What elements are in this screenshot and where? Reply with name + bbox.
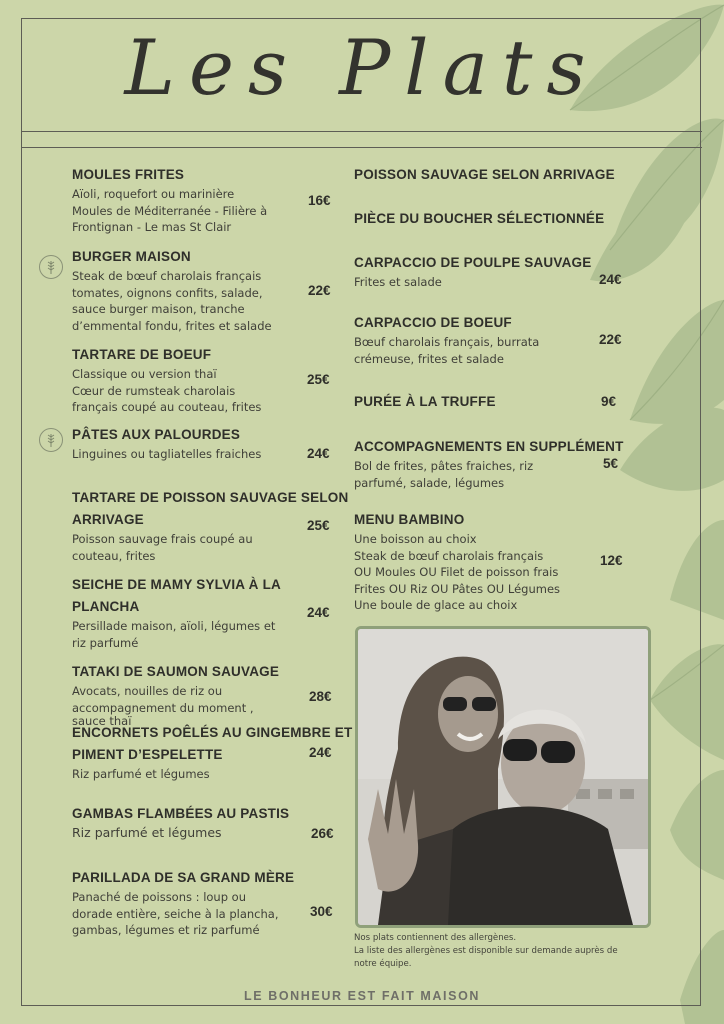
- item-desc: Steak de bœuf charolais français: [354, 548, 544, 563]
- wheat-icon: [39, 428, 63, 452]
- item-desc: Panaché de poissons : loup ou: [72, 890, 246, 904]
- item-desc: d’emmental fondu, frites et salade: [72, 318, 272, 333]
- item-price: 24€: [307, 605, 330, 620]
- wheat-icon: [39, 255, 63, 279]
- item-desc: Avocats, nouilles de riz ou: [72, 684, 223, 698]
- item-name: PÂTES AUX PALOURDES: [72, 427, 241, 442]
- item-price: 25€: [307, 518, 330, 533]
- item-name: TARTARE DE BOEUF: [72, 347, 212, 362]
- menu-item-menu-bambino: [354, 509, 560, 614]
- item-name: POISSON SAUVAGE SELON ARRIVAGE: [354, 167, 615, 182]
- item-name: CARPACCIO DE POULPE SAUVAGE: [354, 255, 592, 270]
- item-desc: tomates, oignons confits, salade,: [72, 285, 263, 300]
- menu-item-moules-frites: [72, 164, 267, 236]
- item-desc: Une boule de glace au choix: [354, 598, 518, 612]
- menu-item-accompagnements: [354, 436, 624, 491]
- item-price: 22€: [308, 283, 331, 298]
- footer-tagline: LE BONHEUR EST FAIT MAISON: [243, 989, 481, 1003]
- item-name: MOULES FRITES: [72, 167, 185, 182]
- item-name: ACCOMPAGNEMENTS EN SUPPLÉMENT: [354, 439, 624, 454]
- item-price: 30€: [310, 904, 333, 919]
- item-desc: Steak de bœuf charolais français: [72, 269, 262, 283]
- item-name: PARILLADA DE SA GRAND MÈRE: [72, 870, 295, 885]
- menu-item-piece-du-boucher: [354, 208, 604, 230]
- item-price: 16€: [308, 193, 331, 208]
- item-desc: Linguines ou tagliatelles fraiches: [72, 447, 262, 461]
- menu-item-carpaccio-poulpe: [354, 252, 591, 291]
- item-desc: Poisson sauvage frais coupé au: [72, 532, 253, 546]
- item-price: 28€: [309, 689, 332, 704]
- item-desc: Persillade maison, aïoli, légumes et: [72, 619, 276, 633]
- item-desc: Bœuf charolais français, burrata: [354, 335, 540, 349]
- item-desc: Aïoli, roquefort ou marinière: [72, 187, 235, 201]
- item-desc: Cœur de rumsteak charolais: [72, 383, 236, 398]
- menu-item-tartare-de-boeuf: [72, 344, 261, 416]
- menu-item-burger-maison: [72, 246, 272, 334]
- item-price: 24€: [309, 745, 332, 760]
- allergen-line: Nos plats contiennent des allergènes.: [354, 933, 517, 943]
- allergen-note: [354, 932, 664, 971]
- item-desc: accompagnement du moment ,: [72, 700, 254, 715]
- item-desc: couteau, frites: [72, 548, 156, 563]
- item-desc: gambas, légumes et riz parfumé: [72, 923, 260, 937]
- title-divider-bottom: [22, 147, 702, 148]
- menu-item-tataki: [72, 661, 279, 726]
- menu-item-puree-truffe: [354, 391, 496, 413]
- item-price: 25€: [307, 372, 330, 387]
- item-desc: français coupé au couteau, frites: [72, 400, 262, 414]
- item-desc: crémeuse, frites et salade: [354, 351, 504, 366]
- item-desc: parfumé, salade, légumes: [354, 475, 505, 490]
- item-name: BURGER MAISON: [72, 249, 191, 264]
- item-desc: Classique ou version thaï: [72, 367, 217, 381]
- menu-item-parillada: [72, 867, 294, 939]
- menu-item-pates-aux-palourdes: [72, 424, 261, 463]
- item-name-line2: PLANCHA: [72, 599, 140, 614]
- item-name-line2: ARRIVAGE: [72, 512, 144, 527]
- item-price: 22€: [599, 332, 622, 347]
- menu-item-poisson-sauvage: [354, 164, 615, 186]
- menu-item-carpaccio-boeuf: [354, 312, 539, 367]
- page-title: Les Plats: [124, 23, 600, 112]
- item-desc: sauce thaï: [72, 716, 132, 726]
- item-price: 26€: [311, 826, 334, 841]
- allergen-line: notre équipe.: [354, 959, 412, 969]
- item-price: 9€: [601, 394, 617, 409]
- item-price: 24€: [307, 446, 330, 461]
- item-name: MENU BAMBINO: [354, 512, 465, 527]
- menu-item-seiche: [72, 574, 281, 651]
- item-desc: Riz parfumé et légumes: [72, 767, 210, 781]
- item-price: 24€: [599, 272, 622, 287]
- item-name: ENCORNETS POÊLÉS AU GINGEMBRE ET: [72, 725, 353, 740]
- item-name: GAMBAS FLAMBÉES AU PASTIS: [72, 806, 290, 821]
- item-desc: riz parfumé: [72, 635, 139, 650]
- item-name: PURÉE À LA TRUFFE: [354, 394, 496, 409]
- item-desc: Bol de frites, pâtes fraiches, riz: [354, 459, 534, 473]
- item-name: CARPACCIO DE BOEUF: [354, 315, 512, 330]
- item-name-line2: PIMENT D’ESPELETTE: [72, 747, 223, 762]
- menu-item-gambas: [72, 803, 289, 842]
- item-desc: sauce burger maison, tranche: [72, 302, 245, 316]
- item-desc: Frites OU Riz OU Pâtes OU Légumes: [354, 581, 561, 596]
- item-desc: Moules de Méditerranée - Filière à: [72, 203, 268, 218]
- item-desc: OU Moules OU Filet de poisson frais: [354, 565, 559, 579]
- item-desc: dorade entière, seiche à la plancha,: [72, 906, 279, 921]
- item-desc: Une boisson au choix: [354, 532, 477, 546]
- item-price: 12€: [600, 553, 623, 568]
- item-name: SEICHE DE MAMY SYLVIA À LA: [72, 577, 281, 592]
- item-price: 5€: [603, 456, 619, 471]
- item-name: TATAKI DE SAUMON SAUVAGE: [72, 664, 280, 679]
- item-name: PIÈCE DU BOUCHER SÉLECTIONNÉE: [354, 211, 605, 226]
- allergen-line: La liste des allergènes est disponible sur demande auprès de: [354, 946, 618, 956]
- item-name: TARTARE DE POISSON SAUVAGE SELON: [72, 490, 349, 505]
- family-photo: [355, 626, 651, 928]
- title-divider-top: [22, 131, 702, 132]
- item-desc: Frontignan - Le mas St Clair: [72, 220, 232, 234]
- item-desc: Frites et salade: [354, 275, 442, 289]
- item-desc: Riz parfumé et légumes: [72, 825, 222, 840]
